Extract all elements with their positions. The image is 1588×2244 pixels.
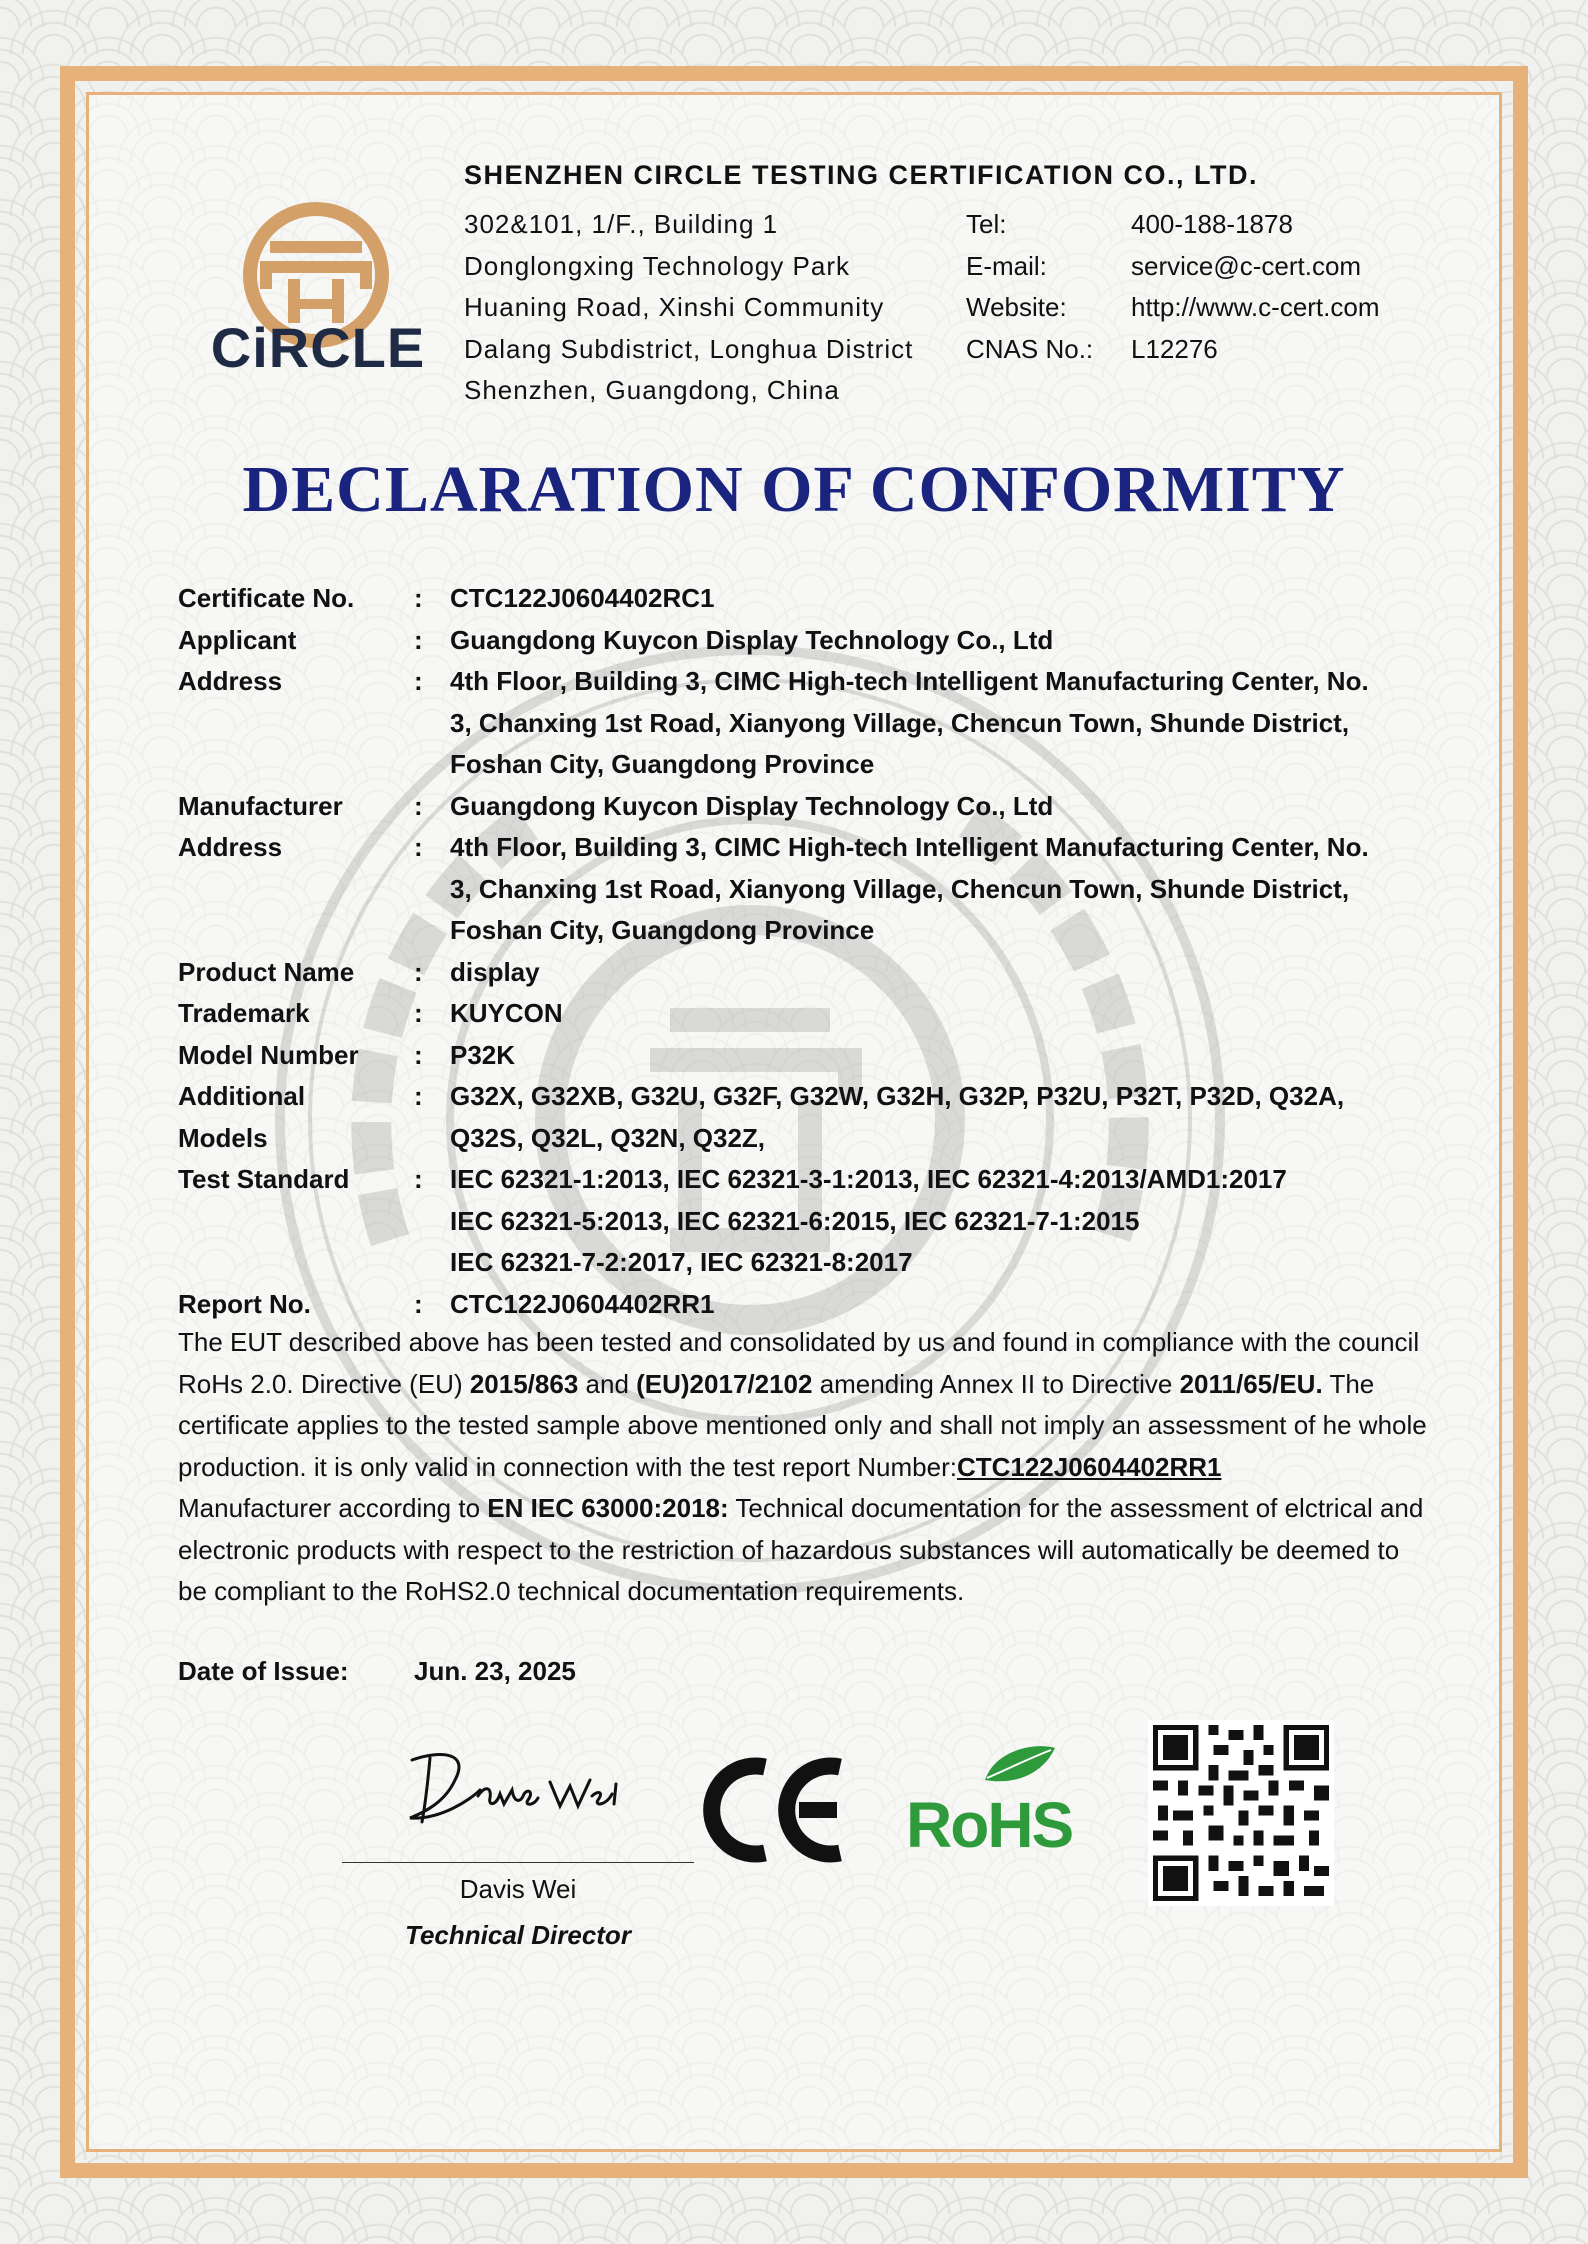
date-label: Date of Issue:: [178, 1656, 349, 1686]
statement-paragraph-1: The EUT described above has been tested and consolidated by us and found in compliance with the council RoHs 2.0. Directive (EU) 2015/863 and (EU)2017/2102 amending Annex II to Directive 2011/65/EU. The certificate applies to the tested sample above mentioned only and shall not imply an assessment of he whole production. it is only valid in connection with the test report Number:CTC122J0604402RR1: [178, 1327, 1427, 1482]
field-value: G32X, G32XB, G32U, G32F, G32W, G32H, G32P, P32U, P32T, P32D, Q32A, Q32S, Q32L, Q32N, Q32Z,: [450, 1081, 1345, 1153]
issuer-address-line: Huaning Road, Xinshi Community: [464, 292, 885, 322]
issuer-address-line: Shenzhen, Guangdong, China: [464, 375, 840, 405]
issuer-address-line: Dalang Subdistrict, Longhua District: [464, 333, 914, 364]
field-label: Address: [178, 666, 283, 696]
field-label: Product Name: [178, 956, 355, 987]
field-label: Additional Models: [178, 1081, 306, 1153]
field-value: P32K: [450, 1039, 516, 1070]
document-title: DECLARATION OF CONFORMITY: [242, 453, 1346, 526]
field-value: CTC122J0604402RC1: [450, 583, 715, 613]
field-label: Report No.: [178, 1288, 311, 1319]
email-value: service@c-cert.com: [1131, 250, 1362, 281]
field-applicant-address: Address : 4th Floor, Building 3, CIMC High-tech Intelligent Manufacturing Center, No. 3, Chanxing 1st Road, Xianyong Village, Chencun Town, Shunde District, Foshan City, Guangdong Province: [178, 661, 1418, 786]
field-label: Manufacturer: [178, 790, 343, 821]
cnas-value: L12276: [1131, 333, 1218, 364]
field-applicant: Applicant : Guangdong Kuycon Display Technology Co., Ltd: [178, 620, 1418, 662]
field-value: Guangdong Kuycon Display Technology Co., Ltd: [450, 624, 1054, 655]
field-report-no: Report No. : CTC122J0604402RR1: [178, 1284, 1418, 1326]
field-model-number: Model Number : P32K: [178, 1035, 1418, 1077]
field-value: IEC 62321-1:2013, IEC 62321-3-1:2013, IEC 62321-4:2013/AMD1:2017 IEC 62321-5:2013, IEC 62321-6:2015, IEC 62321-7-1:2015 IEC 62321-7-2:2017, IEC 62321-8:2017: [450, 1164, 1287, 1277]
issuer-address: [464, 204, 913, 412]
issuer-contacts: [966, 204, 1380, 370]
field-test-standard: Test Standard : IEC 62321-1:2013, IEC 62321-3-1:2013, IEC 62321-4:2013/AMD1:2017 IEC 62321-5:2013, IEC 62321-6:2015, IEC 62321-7-1:2015 IEC 62321-7-2:2017, IEC 62321-8:2017: [178, 1159, 1418, 1284]
field-value: display: [450, 956, 540, 987]
signatory-name: Davis Wei: [459, 1874, 577, 1904]
field-manufacturer-address: Address : 4th Floor, Building 3, CIMC High-tech Intelligent Manufacturing Center, No. 3, Chanxing 1st Road, Xianyong Village, Chencun Town, Shunde District, Foshan City, Guangdong Province: [178, 827, 1418, 952]
report-number-ref: CTC122J0604402RR1: [956, 1451, 1222, 1482]
signature-line: [342, 1862, 694, 1863]
contact-label: E-mail:: [966, 250, 1047, 281]
field-manufacturer: Manufacturer : Guangdong Kuycon Display Technology Co., Ltd: [178, 786, 1418, 828]
ce-mark-icon: [695, 1755, 850, 1865]
issuer-address-line: Donglongxing Technology Park: [464, 250, 850, 281]
logo-wordmark: CiRCLE: [210, 316, 426, 379]
signature-icon: [400, 1740, 630, 1840]
contact-label: Website:: [966, 292, 1067, 322]
field-additional-models: Additional Models : G32X, G32XB, G32U, G32F, G32W, G32H, G32P, P32U, P32T, P32D, Q32A, Q32S, Q32L, Q32N, Q32Z,: [178, 1076, 1418, 1159]
field-trademark: Trademark : KUYCON: [178, 993, 1418, 1035]
tel-value: 400-188-1878: [1131, 209, 1293, 239]
statement-paragraph-2: Manufacturer according to EN IEC 63000:2018: Technical documentation for the assessment of elctrical and electronic products with respect to the restriction of hazardous substances will automatically be deemed to be compliant to the RoHS2.0 technical documentation requirements.: [178, 1493, 1424, 1606]
field-value: Guangdong Kuycon Display Technology Co., Ltd: [450, 790, 1054, 821]
issuer-address-line: 302&101, 1/F., Building 1: [464, 209, 779, 239]
field-label: Test Standard: [178, 1164, 350, 1194]
contact-label: CNAS No.:: [966, 333, 1094, 364]
compliance-statement: [178, 1322, 1428, 1613]
field-value: 4th Floor, Building 3, CIMC High-tech Intelligent Manufacturing Center, No. 3, Chanxing 1st Road, Xianyong Village, Chencun Town, Shunde District, Foshan City, Guangdong Province: [450, 666, 1369, 779]
signatory-title: Technical Director: [405, 1920, 631, 1950]
field-label: Address: [178, 832, 283, 862]
contact-label: Tel:: [966, 209, 1007, 239]
website-value: http://www.c-cert.com: [1131, 292, 1380, 322]
issuer-company-name: SHENZHEN CIRCLE TESTING CERTIFICATION CO., LTD.: [464, 160, 1258, 190]
date-value: Jun. 23, 2025: [414, 1656, 576, 1686]
field-value: 4th Floor, Building 3, CIMC High-tech Intelligent Manufacturing Center, No. 3, Chanxing 1st Road, Xianyong Village, Chencun Town, Shunde District, Foshan City, Guangdong Province: [450, 832, 1369, 945]
field-label: Model Number: [178, 1039, 359, 1070]
rohs-mark: RoHS: [906, 1789, 1073, 1861]
field-value: KUYCON: [450, 998, 563, 1028]
qr-code-icon[interactable]: [1148, 1720, 1334, 1906]
field-certificate-no: Certificate No. : CTC122J0604402RC1: [178, 578, 1418, 620]
field-label: Trademark: [178, 998, 310, 1028]
certificate-fields: [178, 578, 1418, 1325]
field-label: Certificate No.: [178, 583, 355, 613]
field-label: Applicant: [178, 624, 297, 655]
field-product-name: Product Name : display: [178, 952, 1418, 994]
date-of-issue: [178, 1656, 576, 1687]
field-value: CTC122J0604402RR1: [450, 1288, 715, 1319]
